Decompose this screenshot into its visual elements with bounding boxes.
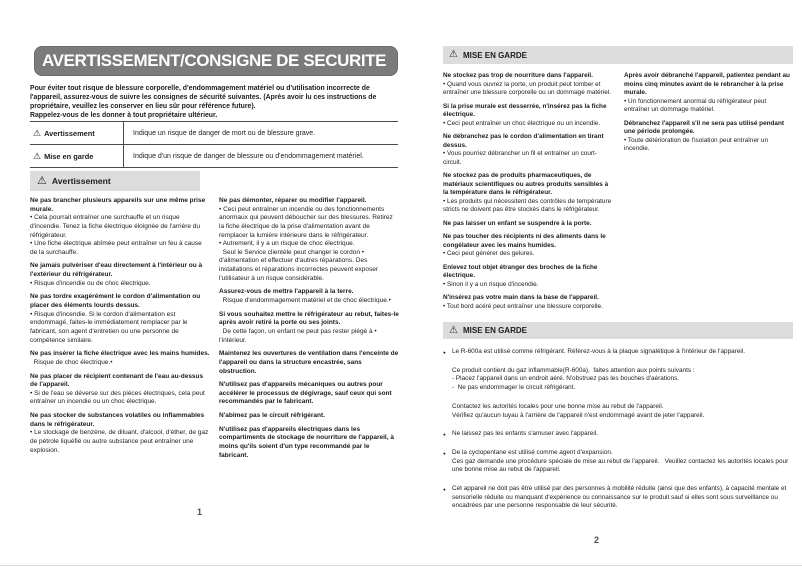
warning-heading: Ne stockez pas de produits pharmaceutiques, de matériaux scientifiques ou autres produits sensibles à la température dans le réfrigérateur. (443, 172, 610, 197)
page1-columns (30, 197, 400, 465)
page-title (34, 46, 398, 76)
warning-detail: • Le stockage de benzène, de diluant, d'alcool, d'éther, de gaz de pétrole liquéfié ou autre substance peut entraîner une explosion. (30, 429, 211, 454)
warning-heading: N'insérez pas votre main dans la base de l'appareil. (443, 294, 599, 302)
note-body (452, 367, 695, 393)
warning-block (30, 197, 210, 257)
page-title-text: AVERTISSEMENT/CONSIGNE DE SECURITE (42, 51, 387, 70)
warning-icon: ⚠ (33, 127, 42, 138)
warning-detail: De cette façon, un enfant ne peut pas rester piégé à • l'intérieur. (219, 327, 379, 344)
warning-icon: ⚠ (449, 324, 458, 336)
warning-block (443, 172, 612, 215)
note-item (443, 485, 797, 511)
warning-heading: Maintenez les ouvertures de ventilation dans l'enceinte de l'appareil ou dans la structure encastrée, sans obstruction. (219, 350, 401, 375)
warning-heading: Ne débranchez pas le cordon d'alimentation en tirant dessus. (443, 133, 606, 149)
severity-label-cell (30, 145, 124, 167)
severity-label: Mise en garde (44, 151, 94, 161)
warning-block (219, 426, 399, 461)
bottom-divider (0, 565, 802, 566)
warning-block (219, 288, 399, 305)
bullet-icon: ● (443, 350, 446, 355)
note-line: - Placez l'appareil dans un endroit aéré. N'obstruez pas les bouches d'aérations. (452, 375, 680, 383)
warning-heading: Si la prise murale est desserrée, n'insérez pas la fiche électrique. (443, 102, 609, 119)
note-body (452, 403, 704, 420)
section-header-mise-en-garde-top (443, 46, 793, 64)
warning-block (624, 72, 793, 115)
note-line: Ces gaz demande une procédure spéciale de mise au rebut de l'appareil. Veuillez contactez les autorités locales pour une bonne mise au rebut de l'appareil. (452, 457, 791, 474)
warning-detail: • Ceci peut entraîner un incendie ou des fonctionnements anormaux qui peuvent déboucher sur des blessures. Retirez la fiche électrique de la prise d'alimentation avant de remplacer la lumière intérieure dans le réfrigérateur. (219, 205, 395, 239)
warning-heading: Ne pas brancher plusieurs appareils sur une même prise murale. (30, 197, 208, 213)
severity-description: Indique d'un risque de danger de blessure ou d'endommagement matériel. (133, 152, 364, 160)
warning-detail: • Quand vous ouvrez la porte, un produit peut tomber et entraîner une blessure corporelle ou un dommage matériel. (443, 80, 612, 97)
warning-block (219, 197, 399, 283)
warning-block (443, 103, 612, 129)
page1-column-right (219, 197, 399, 465)
note-item (443, 430, 797, 439)
warning-heading: Ne jamais pulvériser d'eau directement à l'intérieur ou à l'extérieur du réfrigérateur. (30, 262, 204, 279)
warning-heading: Ne pas toucher des récipients ni des aliments dans le congélateur avec les mains humides. (443, 233, 608, 249)
intro-text-1: Pour éviter tout risque de blessure corporelle, d'endommagement matériel ou d'utilisation incorrecte de l'appareil, assurez-vous de suivre les consignes de sécurité suivantes. (Après avoir lu ces instructions de propriétaire, veuillez les conserver en lieu sûr pour référence future). (30, 85, 377, 111)
severity-label-cell (30, 122, 124, 144)
warning-block (219, 311, 399, 346)
warning-icon: ⚠ (37, 174, 47, 187)
warning-block (219, 350, 399, 376)
severity-table (30, 121, 398, 168)
warning-detail: • Risque d'incendie. Si le cordon d'alimentation est endommagé, faites-le immédiatement remplacer par le fabricant, son agent d'entretien ou une personne de compétence similaire. (30, 310, 190, 344)
bullet-icon: ● (443, 487, 446, 493)
warning-heading: Ne pas laisser un enfant se suspendre à la porte. (443, 219, 592, 227)
note-line: De la cyclopentane est utilisé comme agent d'expansion. (452, 448, 613, 456)
note-line: Cet appareil ne doit pas être utilisé par des personnes à mobilité réduite (ainsi que des enfants), à capacité mentale et sensorielle réduite ou manquant d'expérience ou connaissance sur le produit sauf si elles sont sous surveillance ou encadrées par une personne responsable de leur sécurité. (452, 485, 789, 510)
warning-heading: Débranchez l'appareil s'il ne sera pas utilisé pendant une période prolongée. (624, 119, 786, 136)
section-header-label: MISE EN GARDE (462, 326, 527, 335)
note-line: Ce produit contient du gaz inflammable(R-600a), faites attention aux points suivants : (452, 366, 695, 374)
warning-detail: • Risque d'incendie ou de choc électrique. (30, 279, 151, 287)
warning-detail: • Toute détérioration de l'isolation peut entraîner un incendie. (624, 136, 770, 153)
note-body (452, 430, 598, 439)
warning-detail: • Ceci peut générer des gelures. (443, 250, 535, 258)
warning-detail: • Ceci peut entraîner un choc électrique ou un incendie. (443, 119, 601, 127)
page2-column-right (624, 72, 793, 316)
warning-block (30, 350, 210, 367)
intro-text-2: Rappelez-vous de les donner à tout propriétaire ultérieur. (30, 112, 218, 120)
section-header-mise-en-garde-bottom (443, 322, 793, 339)
warning-block (624, 120, 793, 154)
warning-detail: • Cela pourrait entraîner une surchauffe et un risque d'incendie. Tenez la fiche électrique éloignée de l'arrière du réfrigérateur. (30, 214, 202, 239)
note-item (443, 403, 797, 420)
warning-block (443, 233, 612, 259)
table-row (30, 122, 398, 145)
warning-heading: Enlevez tout objet étranger des broches de la fiche électrique. (443, 263, 600, 280)
table-row (30, 145, 398, 168)
warning-block (30, 412, 210, 455)
note-line: Ne laissez pas les enfants s'amuser avec l'appareil. (452, 430, 598, 438)
warning-heading: Assurez-vous de mettre l'appareil à la terre. (219, 288, 354, 296)
warning-detail: • Autrement, il y a un risque de choc électrique. (219, 240, 355, 248)
note-body (452, 485, 797, 511)
warning-heading: Ne stockez pas trop de nourriture dans l'appareil. (443, 72, 593, 79)
page2-column-left (443, 72, 612, 316)
warning-block (219, 381, 399, 407)
warning-detail: • Vous pourriez débrancher un fil et entraîner un court-circuit. (443, 150, 597, 166)
warning-heading: N'abîmez pas le circuit réfrigérant. (219, 412, 325, 420)
warning-detail: Seul le Service clientèle peut changer le cordon • d'alimentation et effectuer d'autres réparations. Des installations et réparations incorrectes peuvent exposer l'utilisateur à un risque considérable. (219, 248, 380, 282)
warning-heading: N'utilisez pas d'appareils mécaniques ou autres pour accélérer le processus de dégivrage, sauf ceux qui sont recommandés par le fabricant. (219, 381, 394, 406)
warning-block (219, 412, 399, 421)
note-body (452, 449, 797, 475)
bullet-icon: ● (443, 432, 446, 438)
warning-detail: • Sinon il y a un risque d'incendie. (443, 280, 539, 288)
page1-column-left (30, 197, 210, 465)
warning-detail: • Les produits qui nécessitent des contrôles de température stricts ne doivent pas être stockés dans le réfrigérateur. (443, 197, 613, 214)
warning-heading: Ne pas démonter, réparer ou modifier l'appareil. (219, 197, 367, 204)
warning-block (30, 293, 210, 345)
section-header-label: Avertissement (51, 176, 111, 186)
warning-heading: Ne pas insérer la fiche électrique avec les mains humides. (30, 350, 210, 358)
intro-paragraph (30, 84, 400, 120)
warning-icon: ⚠ (449, 49, 458, 60)
warning-detail: Risque de choc électrique.• (30, 358, 113, 366)
note-item (443, 367, 797, 393)
warning-heading: Ne pas stocker de substances volatiles ou inflammables dans le réfrigérateur. (30, 412, 206, 428)
warning-heading: N'utilisez pas d'appareils électriques dans les compartiments de stockage de nourriture de l'appareil, à moins qu'ils soient d'un type recommandé par le fabricant. (219, 425, 396, 459)
warning-detail: • Une fiche électrique abîmée peut entraîner un feu à cause de la surchauffe. (30, 240, 204, 256)
page-number-2: 2 (594, 535, 600, 545)
warning-heading: Après avoir débranché l'appareil, patientez pendant au moins cinq minutes avant de le rebrancher à la prise murale. (624, 72, 792, 97)
warning-detail: Risque d'endommagement matériel et de choc électrique.• (219, 297, 391, 305)
note-item (443, 449, 797, 475)
refrigerant-notes (443, 348, 797, 521)
warning-block (443, 294, 612, 311)
note-line: Vérifiez qu'aucun tuyau à l'arrière de l'appareil n'est endommagé avant de jeter l'appareil. (452, 411, 705, 419)
severity-description: Indique un risque de danger de mort ou de blessure grave. (133, 129, 316, 137)
note-line: Contactez les autorités locales pour une bonne mise au rebut de l'appareil. (452, 402, 664, 410)
bullet-icon: ● (443, 450, 446, 456)
warning-block (443, 220, 612, 229)
warning-block (443, 72, 612, 98)
severity-label: Avertissement (44, 128, 95, 138)
note-body (452, 348, 745, 357)
section-header-label: MISE EN GARDE (462, 50, 527, 60)
warning-detail: • Si de l'eau se déverse sur des pièces électriques, cela peut entraîner un incendie ou un choc électrique. (30, 389, 207, 406)
note-item (443, 348, 797, 357)
warning-icon: ⚠ (33, 150, 42, 161)
warning-block (443, 264, 612, 290)
page2-columns (443, 72, 793, 316)
note-line: Le R-600a est utilisé comme réfrigérant. Référez-vous à la plaque signalétique à l'intérieur de l'appareil. (452, 348, 746, 355)
warning-block (30, 262, 210, 288)
warning-heading: Ne pas tordre exagérément le cordon d'alimentation ou placer des éléments lourds dessus. (30, 293, 203, 310)
warning-detail: • Tout bord acéré peut entraîner une blessure corporelle. (443, 302, 603, 310)
note-line: - Ne pas endommager le circuit réfrigérant. (452, 384, 576, 392)
warning-heading: Ne pas placer de récipient contenant de l'eau au-dessus de l'appareil. (30, 372, 205, 389)
section-header-avertissement (30, 171, 200, 191)
warning-block (443, 133, 612, 167)
warning-heading: Si vous souhaitez mettre le réfrigérateur au rebut, faites-le après avoir retiré la porte ou ses joints. (219, 310, 401, 327)
page-number-1: 1 (197, 507, 203, 517)
warning-block (30, 373, 210, 408)
warning-detail: • Un fonctionnement anormal du réfrigérateur peut entraîner un dommage matériel. (624, 97, 768, 114)
